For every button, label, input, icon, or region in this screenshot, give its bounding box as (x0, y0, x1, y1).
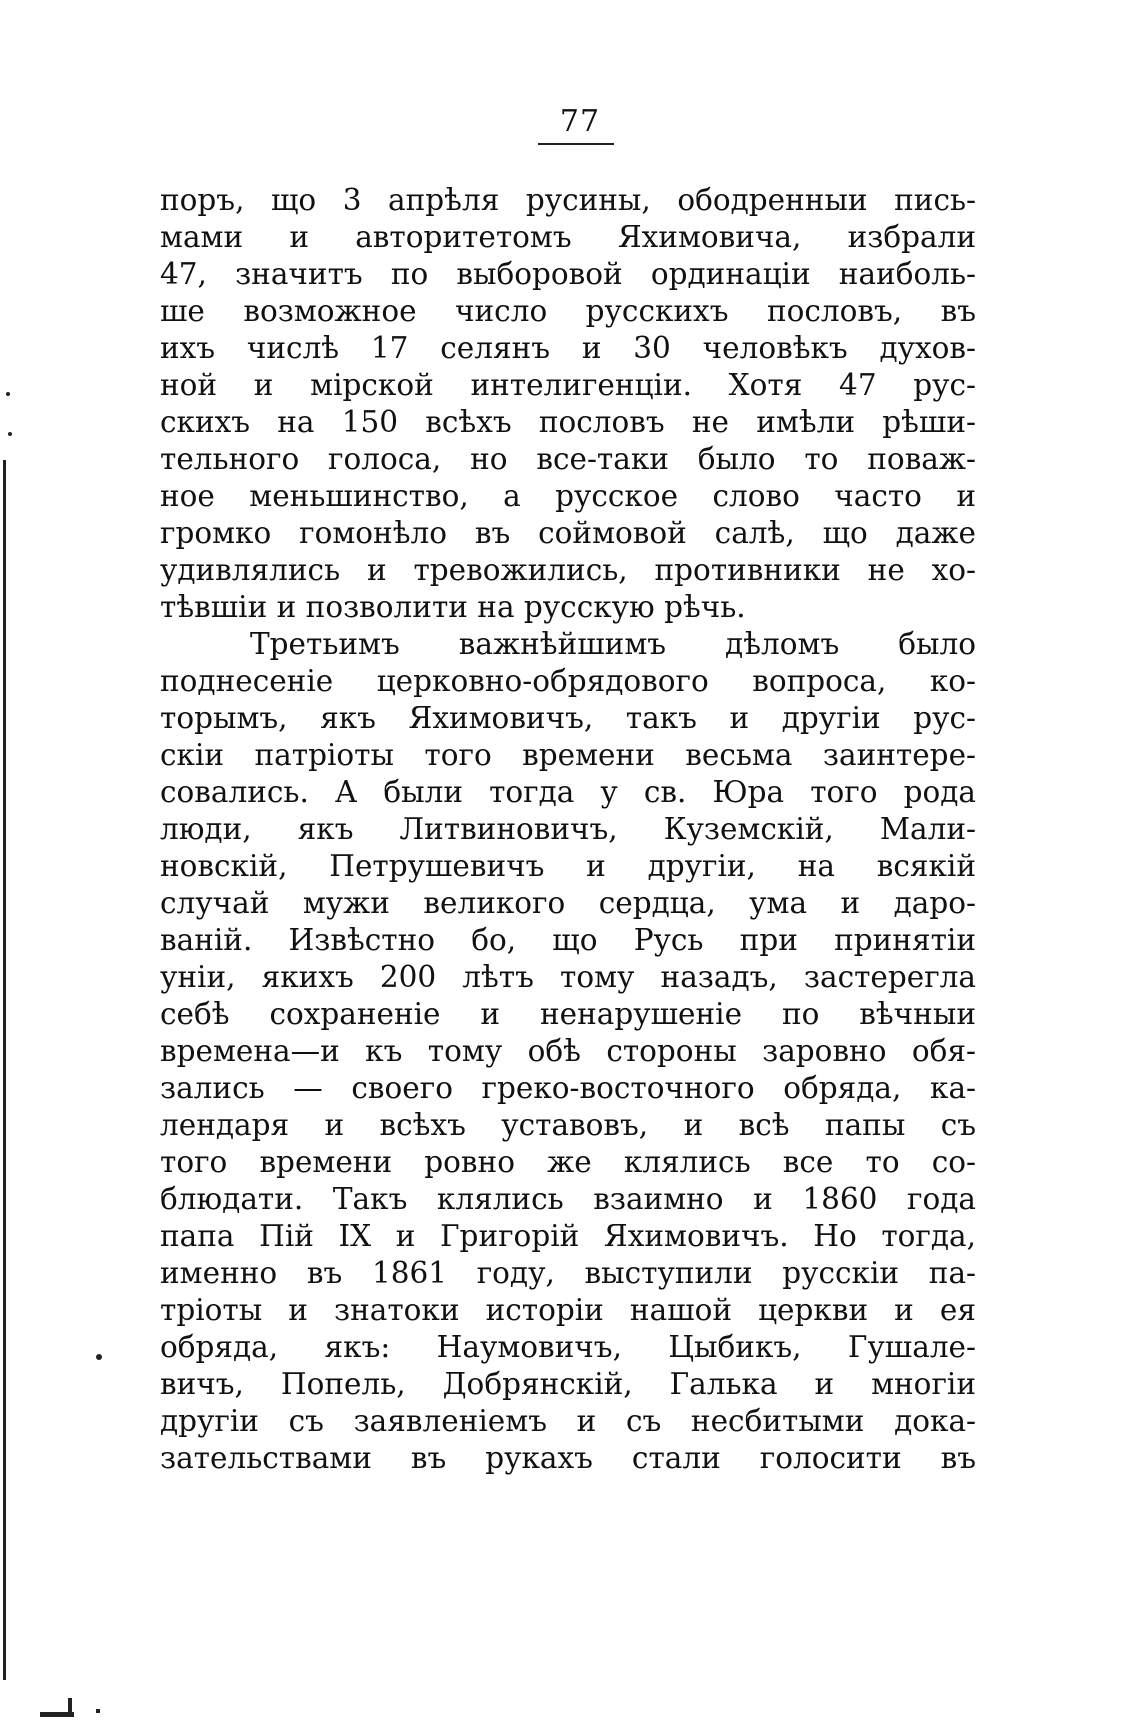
paragraph (160, 182, 976, 626)
text-line: совались. А были тогда у св. Юра того рода (160, 775, 976, 809)
text-line: мами и авторитетомъ Яхимовича, избрали (160, 220, 976, 254)
text-line: скихъ на 150 всѣхъ пословъ не имѣли рѣши- (160, 405, 976, 439)
text-line: тѣвшіи и позволити на русскую рѣчь. (160, 590, 746, 624)
scan-margin-line (3, 460, 6, 1680)
text-line: тельного голоса, но все-таки было то поваж- (160, 442, 976, 476)
page-number-rule (538, 143, 614, 145)
text-line: 47, значитъ по выборовой ординаціи наиболь- (160, 257, 976, 291)
scan-margin-dot (8, 432, 12, 436)
text-line: себѣ сохраненіе и ненарушеніе по вѣчныи (160, 997, 976, 1031)
text-line: ное меньшинство, а русское слово часто и (160, 479, 976, 513)
text-line: новскій, Петрушевичъ и другіи, на всякій (160, 849, 976, 883)
text-line: именно въ 1861 году, выступили русскіи па- (160, 1256, 976, 1290)
text-line: зательствами въ рукахъ стали голосити въ (160, 1441, 976, 1475)
text-line: блюдати. Такъ клялись взаимно и 1860 года (160, 1182, 976, 1216)
scan-smudge (96, 1709, 100, 1713)
text-line: ваній. Извѣстно бо, що Русь при принятіи (160, 923, 976, 957)
text-line: Третьимъ важнѣйшимъ дѣломъ было (250, 627, 976, 661)
text-line: скіи патріоты того времени весьма заинтере- (160, 738, 976, 772)
scan-smudge (68, 1698, 72, 1716)
text-line: поднесеніе церковно-обрядового вопроса, ко- (160, 664, 976, 698)
text-line: торымъ, якъ Яхимовичъ, такъ и другіи рус- (160, 701, 976, 735)
text-line: случай мужи великого сердца, ума и даро- (160, 886, 976, 920)
text-line: того времени ровно же клялись все то со- (160, 1145, 976, 1179)
text-line: зались — своего греко-восточного обряда, ка- (160, 1071, 976, 1105)
text-line: удивлялись и тревожились, противники не хо- (160, 553, 976, 587)
text-line: ихъ числѣ 17 селянъ и 30 человѣкъ духов- (160, 331, 976, 365)
text-line: тріоты и знатоки исторіи нашой церкви и ея (160, 1293, 976, 1327)
scan-margin-dot (96, 1354, 102, 1360)
paragraph (160, 626, 976, 1477)
text-line: другіи съ заявленіемъ и съ несбитыми дока- (160, 1404, 976, 1438)
text-line: уніи, якихъ 200 лѣтъ тому назадъ, застерегла (160, 960, 976, 994)
text-line: ной и мірской интелигенціи. Хотя 47 рус- (160, 368, 976, 402)
text-line: вичъ, Попель, Добрянскій, Галька и многіи (160, 1367, 976, 1401)
page-number: 77 (559, 104, 601, 139)
text-line: ше возможное число русскихъ пословъ, въ (160, 294, 976, 328)
scan-margin-dot (6, 392, 10, 396)
text-line: обряда, якъ: Наумовичъ, Цыбикъ, Гушале- (160, 1330, 976, 1364)
text-line: папа Пій IX и Григорій Яхимовичъ. Но тогда, (160, 1219, 976, 1253)
text-line: лендаря и всѣхъ уставовъ, и всѣ папы съ (160, 1108, 976, 1142)
text-line: люди, якъ Литвиновичъ, Куземскій, Мали- (160, 812, 976, 846)
text-line: времена—и къ тому обѣ стороны заровно обя- (160, 1034, 976, 1068)
body-text (160, 182, 976, 1477)
text-line: громко гомонѣло въ соймовой салѣ, що даже (160, 516, 976, 550)
text-line: поръ, що 3 апрѣля русины, ободренныи пись- (160, 183, 976, 217)
